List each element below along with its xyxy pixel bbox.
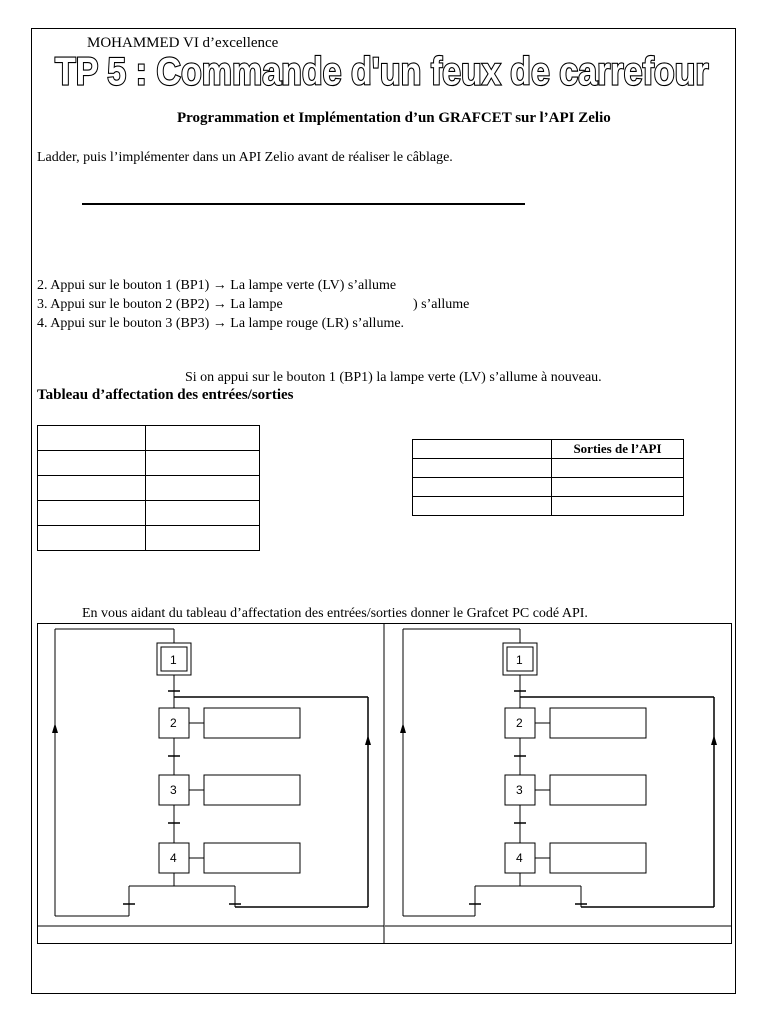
step-line-4: 4. Appui sur le bouton 3 (BP3) → La lampe rouge (LR) s’allume. bbox=[37, 316, 405, 331]
section-title: Tableau d’affectation des entrées/sorties bbox=[37, 387, 294, 403]
school-name: MOHAMMED VI d’excellence bbox=[87, 35, 279, 51]
table-cell[interactable] bbox=[146, 501, 260, 526]
step-4-label: 4 bbox=[516, 851, 523, 865]
table-cell[interactable] bbox=[38, 426, 146, 451]
table-cell[interactable] bbox=[38, 476, 146, 501]
subtitle: Programmation et Implémentation d’un GRAFCET sur l’API Zelio bbox=[177, 110, 611, 126]
table-cell[interactable] bbox=[413, 478, 552, 497]
table-cell[interactable] bbox=[146, 526, 260, 551]
step-line-2: 2. Appui sur le bouton 1 (BP1) → La lampe verte (LV) s’allume bbox=[37, 278, 397, 293]
table-cell[interactable] bbox=[38, 451, 146, 476]
table-cell[interactable] bbox=[413, 440, 552, 459]
grafcet-left bbox=[37, 623, 385, 944]
step-2-label: 2 bbox=[516, 716, 523, 730]
answer-line bbox=[82, 203, 525, 205]
step-3-label: 3 bbox=[170, 783, 177, 797]
table-cell[interactable] bbox=[38, 501, 146, 526]
inputs-table bbox=[37, 425, 260, 551]
table-cell[interactable] bbox=[552, 459, 684, 478]
table-cell[interactable] bbox=[552, 497, 684, 516]
step-1-label: 1 bbox=[516, 653, 523, 667]
table-cell[interactable] bbox=[413, 497, 552, 516]
table-cell[interactable] bbox=[552, 478, 684, 497]
grafcet-right bbox=[385, 623, 732, 944]
table-cell[interactable] bbox=[38, 526, 146, 551]
step-1-label: 1 bbox=[170, 653, 177, 667]
table-cell[interactable] bbox=[146, 451, 260, 476]
step-4-label: 4 bbox=[170, 851, 177, 865]
step-line-3b: ) s’allume bbox=[413, 297, 470, 312]
step-2-label: 2 bbox=[170, 716, 177, 730]
outputs-header: Sorties de l’API bbox=[552, 440, 684, 459]
outputs-table bbox=[412, 439, 684, 516]
step-line-3a: 3. Appui sur le bouton 2 (BP2) → La lampe bbox=[37, 297, 283, 312]
table-cell[interactable] bbox=[146, 426, 260, 451]
step-3-label: 3 bbox=[516, 783, 523, 797]
table-cell[interactable] bbox=[413, 459, 552, 478]
note-text: Si on appui sur le bouton 1 (BP1) la lampe verte (LV) s’allume à nouveau. bbox=[185, 370, 602, 385]
instruction-text: En vous aidant du tableau d’affectation des entrées/sorties donner le Grafcet PC codé API. bbox=[82, 606, 588, 621]
table-cell[interactable] bbox=[146, 476, 260, 501]
intro-text: Ladder, puis l’implémenter dans un API Zelio avant de réaliser le câblage. bbox=[37, 150, 453, 165]
page-title: TP 5 : Commande d'un feux de carrefour bbox=[55, 50, 709, 94]
